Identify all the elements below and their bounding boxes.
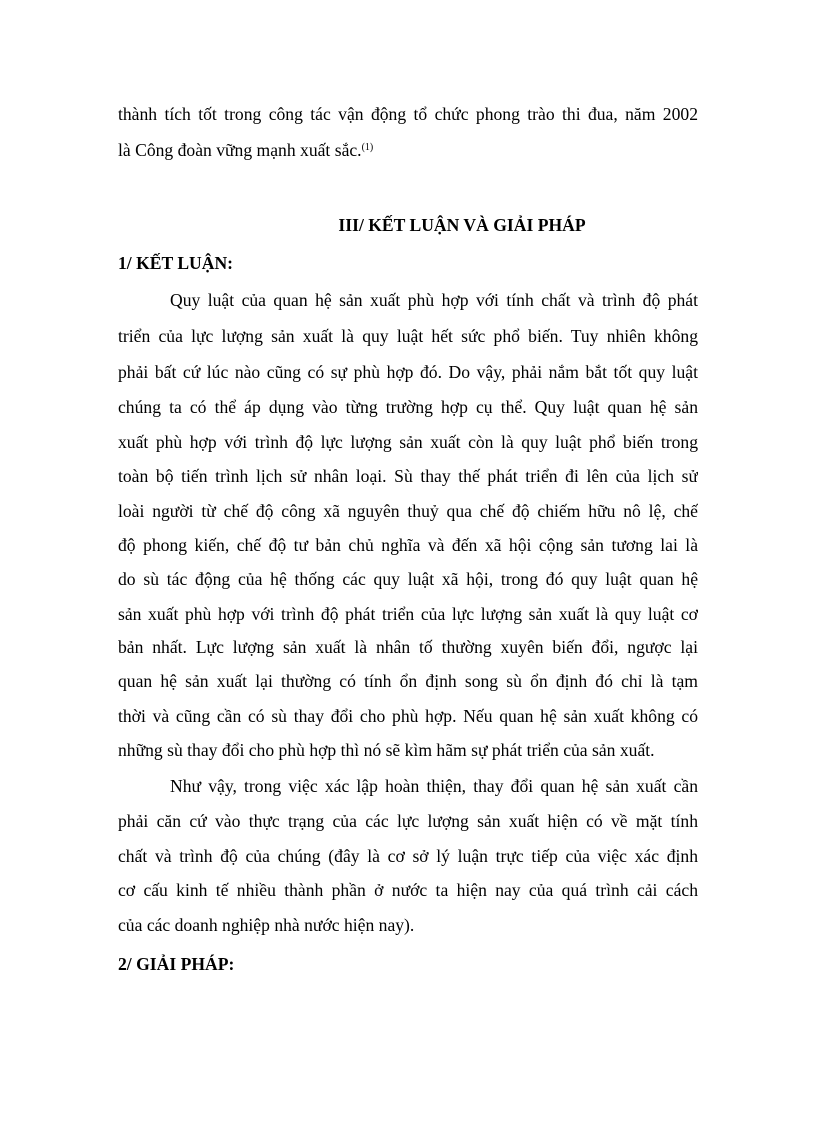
paragraph-1-line: toàn bộ tiến trình lịch sử nhân loại. Sù thay thế phát triển đi lên của lịch sử: [118, 466, 698, 486]
paragraph-2-last-line: của các doanh nghiệp nhà nước hiện nay).: [118, 915, 415, 935]
paragraph-1-line: Quy luật của quan hệ sản xuất phù hợp với tính chất và trình độ phát: [170, 290, 698, 310]
paragraph-2-line: phải căn cứ vào thực trạng của các lực lượng sản xuất hiện có về mặt tính: [118, 811, 698, 831]
continuation-line-2-text: là Công đoàn vững mạnh xuất sắc.: [118, 140, 362, 160]
paragraph-1-line: sản xuất phù hợp với trình độ phát triển của lực lượng sản xuất là quy luật cơ: [118, 604, 698, 624]
paragraph-1-last-line: những sù thay đổi cho phù hợp thì nó sẽ kìm hãm sự phát triển của sản xuất.: [118, 740, 655, 760]
paragraph-1-line: quan hệ sản xuất lại thường có tính ổn định song sù ổn định đó chỉ là tạm: [118, 671, 698, 691]
paragraph-1-line: xuất phù hợp với trình độ lực lượng sản xuất còn là quy luật phổ biến trong: [118, 432, 698, 452]
paragraph-1-line: chúng ta có thể áp dụng vào từng trường hợp cụ thể. Quy luật quan hệ sản: [118, 397, 698, 417]
continuation-line-1: thành tích tốt trong công tác vận động tổ chức phong trào thi đua, năm 2002: [118, 104, 698, 124]
paragraph-1-line: độ phong kiến, chế độ tư bản chủ nghĩa và đến xã hội cộng sản tương lai là: [118, 535, 698, 555]
paragraph-2-line: Như vậy, trong việc xác lập hoàn thiện, thay đổi quan hệ sản xuất cần: [170, 776, 698, 796]
paragraph-2-line: chất và trình độ của chúng (đây là cơ sở lý luận trực tiếp của việc xác định: [118, 846, 698, 866]
continuation-line-2: [118, 139, 698, 161]
paragraph-1-line: bản nhất. Lực lượng sản xuất là nhân tố thường xuyên biến đổi, ngược lại: [118, 637, 698, 657]
section-heading: III/ KẾT LUẬN VÀ GIẢI PHÁP: [338, 215, 586, 235]
paragraph-1-line: phải bất cứ lúc nào cũng có sự phù hợp đó. Do vậy, phải nắm bắt tốt quy luật: [118, 362, 698, 382]
paragraph-1-line: thời và cũng cần có sù thay đổi cho phù hợp. Nếu quan hệ sản xuất không có: [118, 706, 698, 726]
footnote-reference: (1): [361, 142, 374, 153]
subsection-heading-solutions: 2/ GIẢI PHÁP:: [118, 954, 235, 974]
paragraph-1-line: loài người từ chế độ công xã nguyên thuỷ qua chế độ chiếm hữu nô lệ, chế: [118, 501, 698, 521]
paragraph-1-line: do sù tác động của hệ thống các quy luật xã hội, trong đó quy luật quan hệ: [118, 569, 698, 589]
paragraph-2-line: cơ cấu kinh tế nhiều thành phần ở nước ta hiện nay của quá trình cải cách: [118, 880, 698, 900]
paragraph-1-line: triển của lực lượng sản xuất là quy luật hết sức phổ biến. Tuy nhiên không: [118, 326, 698, 346]
subsection-heading-conclusion: 1/ KẾT LUẬN:: [118, 253, 234, 273]
